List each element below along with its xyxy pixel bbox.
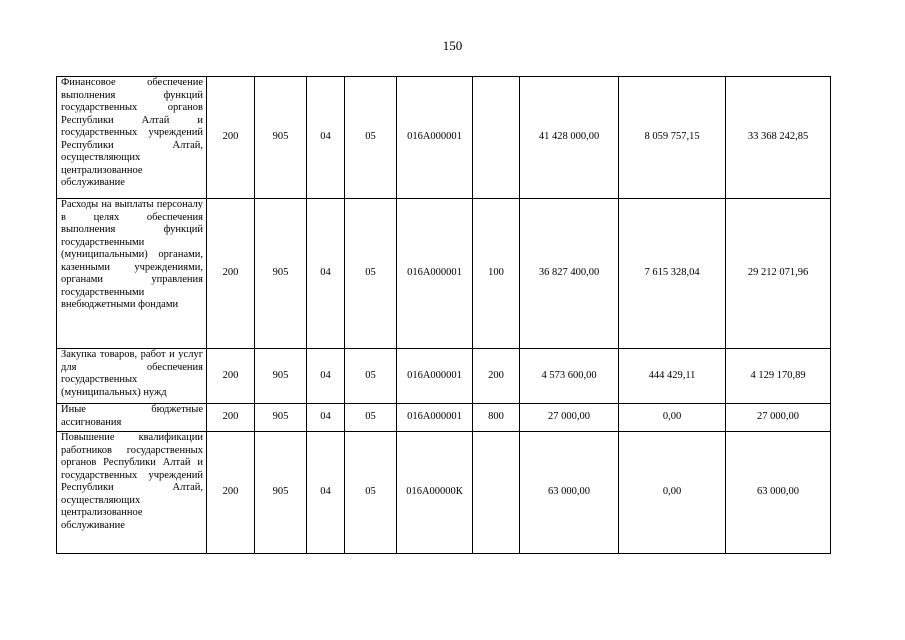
grbs-cell: 200 bbox=[207, 77, 255, 199]
executed-amount-cell: 0,00 bbox=[619, 404, 726, 432]
code-cell: 905 bbox=[255, 77, 307, 199]
executed-amount-cell: 8 059 757,15 bbox=[619, 77, 726, 199]
subsection-cell: 05 bbox=[345, 349, 397, 404]
page-number: 150 bbox=[442, 38, 463, 53]
executed-amount-cell: 444 429,11 bbox=[619, 349, 726, 404]
plan-amount-cell: 63 000,00 bbox=[520, 432, 619, 554]
target-article-cell: 016А000001 bbox=[397, 199, 473, 349]
plan-amount-cell: 41 428 000,00 bbox=[520, 77, 619, 199]
row-name-cell: Закупка товаров, работ и услуг для обеспечения государственных (муниципальных) нужд bbox=[57, 349, 207, 404]
plan-amount-cell: 4 573 600,00 bbox=[520, 349, 619, 404]
table-row bbox=[57, 349, 831, 404]
section-cell: 04 bbox=[307, 349, 345, 404]
plan-amount-cell: 27 000,00 bbox=[520, 404, 619, 432]
table-row bbox=[57, 432, 831, 554]
plan-amount-cell: 36 827 400,00 bbox=[520, 199, 619, 349]
table-row bbox=[57, 199, 831, 349]
grbs-cell: 200 bbox=[207, 199, 255, 349]
remaining-amount-cell: 63 000,00 bbox=[726, 432, 831, 554]
grbs-cell: 200 bbox=[207, 404, 255, 432]
remaining-amount-cell: 27 000,00 bbox=[726, 404, 831, 432]
expense-type-cell: 100 bbox=[473, 199, 520, 349]
budget-table bbox=[56, 76, 831, 554]
target-article-cell: 016А00000К bbox=[397, 432, 473, 554]
executed-amount-cell: 7 615 328,04 bbox=[619, 199, 726, 349]
section-cell: 04 bbox=[307, 77, 345, 199]
expense-type-cell: 200 bbox=[473, 349, 520, 404]
grbs-cell: 200 bbox=[207, 432, 255, 554]
target-article-cell: 016А000001 bbox=[397, 77, 473, 199]
code-cell: 905 bbox=[255, 404, 307, 432]
expense-type-cell: 800 bbox=[473, 404, 520, 432]
expense-type-cell bbox=[473, 432, 520, 554]
subsection-cell: 05 bbox=[345, 199, 397, 349]
executed-amount-cell: 0,00 bbox=[619, 432, 726, 554]
remaining-amount-cell: 4 129 170,89 bbox=[726, 349, 831, 404]
target-article-cell: 016А000001 bbox=[397, 349, 473, 404]
code-cell: 905 bbox=[255, 349, 307, 404]
section-cell: 04 bbox=[307, 432, 345, 554]
row-name-cell: Финансовое обеспечение выполнения функций государственных органов Республики Алтай и государственных учреждений Республики Алтай, осуществляющих централизованное обслуживание bbox=[57, 77, 207, 199]
table-row bbox=[57, 404, 831, 432]
grbs-cell: 200 bbox=[207, 349, 255, 404]
row-name-cell: Расходы на выплаты персоналу в целях обеспечения выполнения функций государственными (муниципальными) органами, казенными учреждениями, органами управления государственными внебюджетными фондами bbox=[57, 199, 207, 349]
remaining-amount-cell: 33 368 242,85 bbox=[726, 77, 831, 199]
subsection-cell: 05 bbox=[345, 432, 397, 554]
target-article-cell: 016А000001 bbox=[397, 404, 473, 432]
remaining-amount-cell: 29 212 071,96 bbox=[726, 199, 831, 349]
row-name-cell: Иные бюджетные ассигнования bbox=[57, 404, 207, 432]
code-cell: 905 bbox=[255, 199, 307, 349]
table-row bbox=[57, 77, 831, 199]
section-cell: 04 bbox=[307, 199, 345, 349]
code-cell: 905 bbox=[255, 432, 307, 554]
subsection-cell: 05 bbox=[345, 404, 397, 432]
subsection-cell: 05 bbox=[345, 77, 397, 199]
row-name-cell: Повышение квалификации работников государственных органов Республики Алтай и государственных учреждений Республики Алтай, осуществляющих централизованное обслуживание bbox=[57, 432, 207, 554]
expense-type-cell bbox=[473, 77, 520, 199]
section-cell: 04 bbox=[307, 404, 345, 432]
